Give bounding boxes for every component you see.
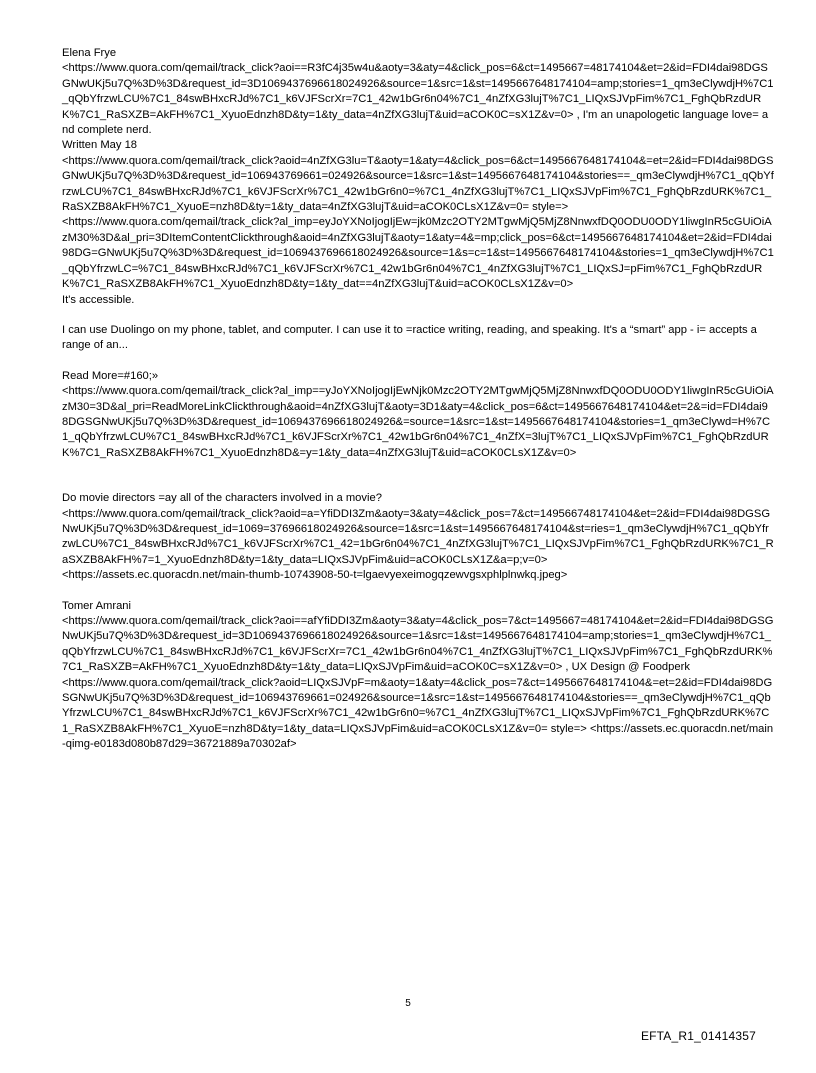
email-document-page — [62, 46, 774, 753]
second-author-tracking-link[interactable]: <https://www.quora.com/qemail/track_click?aoid=LIQxSJVpF=m&aoty=1&aty=4&click_pos=7&ct=1495667648174104&=et=2&id=FDI4dai98DGSGNwUKj5u7Q%3D%3D&request_id=106943769661=024926&source=1&src=1&st=1495667648174104&stories==_qm3eClywdjH%7C1_qQbYfrzwLCU%7C1_84swBHxcRJd%7C1_k6VJFScrXr%7C1_42w1bGr6n0=%7C1_4nZfXG3lujT%7C1_LIQxSJVpFim%7C1_FghQbRzdURK%7C1_RaSXZB8AkFH%7C1_XyuoE=nzh8D&ty=1&ty_data=LIQxSJVpFim&uid=aCOK0CLsX1Z&v=0= style=> <https://assets.ec.quoracdn.net/main-qimg-e0183d080b87d29=36721889a70302af> — [62, 676, 774, 751]
second-author-profile-link-text[interactable]: <https://www.quora.com/qemail/track_click?aoi==afYfiDDI3Zm&aoty=3&aty=4&click_pos=7&ct=1495667=48174104&et=2&id=FDI4dai98DGSGNwUKj5u7Q%3D%3D&request_id=3D1069437696618024926&source=1&src=1&st=1495667648174104=amp;stories=1_qm3eClywdjH%7C1_qQbYfrzwLCU%7C1_84swBHxcRJd%7C1_k6VJFScrXr=7C1_42w1bGr6n04%7C1_4nZfXG3lujT%7C1_LIQxSJVpFim%7C1_FghQbRzdURK%7C1_RaSXZB=AkFH%7C1_XyuoEdnzh8D&ty=1&ty_data=LIQxSJVpFim&uid=aCOK0C=sX1Z&v=0> , UX Design @ Foodperk — [62, 615, 774, 674]
spacer — [62, 308, 774, 323]
read-more-link[interactable]: Read More=#160;» — [62, 369, 159, 382]
answer-tracking-link[interactable]: <https://www.quora.com/qemail/track_click?aoid=4nZfXG3lu=T&aoty=1&aty=4&click_pos=6&ct=1495667648174104&=et=2&id=FDI4dai98DGSGNwUKj5u7Q%3D%3D&request_id=106943769661=024926&source=1&src=1&st=1495667648174104&stories==_qm3eClywdjH%7C1_qQbYfrzwLCU%7C1_84swBHxcRJd%7C1_k6VJFScrXr%7C1_42w1bGr6n0=%7C1_4nZfXG3lujT%7C1_LIQxSJVpFim%7C1_FghQbRzdURK%7C1_RaSXZB8AkFH%7C1_XyuoE=nzh8D&ty=1&ty_data=4nZfXG3lujT&uid=aCOK0CLsX1Z&v=0= style=> — [62, 154, 774, 214]
answer-excerpt: I can use Duolingo on my phone, tablet, and computer. I can use it to =ractice writing, reading, and speaking. It's a “smart” app - i= accepts a range of an... — [62, 323, 757, 352]
spacer — [62, 584, 774, 599]
item-content-link[interactable]: <https://www.quora.com/qemail/track_click?al_imp=eyJoYXNoIjogIjEw=jk0Mzc2OTY2MTgwMjQ5MjZ8NnwxfDQ0ODU0ODY1liwgInR5cGUiOiAzM30%3D&al_pri=3DItemContentClickthrough&aoid=4nZfXG3lujT&aoty=1&aty=4&=mp;click_pos=6&ct=1495667648174104&et=2&id=FDI4dai98DG=GNwUKj5u7Q%3D%3D&request_id=1069437696618024926&source=1&s=c=1&st=1495667648174104&stories=1_qm3eClywdjH%7C1_qQbYfrzwLC=%7C1_84swBHxcRJd%7C1_k6VJFScrXr%7C1_42w1bGr6n04%7C1_4nZfXG3lujT%7C1_LIQxSJ=pFim%7C1_FghQbRzdURK%7C1_RaSXZB8AkFH%7C1_XyuoEdnzh8D&ty=1&ty_dat==4nZfXG3lujT&uid=aCOK0CLsX1Z&v=0> — [62, 216, 774, 291]
spacer — [62, 354, 774, 369]
read-more-tracking-link[interactable]: <https://www.quora.com/qemail/track_click?al_imp==yJoYXNoIjogIjEwNjk0Mzc2OTY2MTgwMjQ5MjZ8NnwxfDQ0ODU0ODY1liwgInR5cGUiOiAzM30=3D&al_pri=ReadMoreLinkClickthrough&aoid=4nZfXG3lujT&aoty=3D1&aty=4&click_pos=6&ct=1495667648174104&et=2&=id=FDI4dai98DGSGNwUKj5u7Q%3D%3D&request_id=1069437696618024926&=source=1&src=1&st=1495667648174104&stories=1_qm3eClywd=H%7C1_qQbYfrzwLCU%7C1_84swBHxcRJd%7C1_k6VJFScrXr%7C1_42w1bGr6n04%7C1_4nZfX=3lujT%7C1_LIQxSJVpFim%7C1_FghQbRzdURK%7C1_RaSXZB8AkFH%7C1_XyuoEdnzh8D&=y=1&ty_data=4nZfXG3lujT&uid=aCOK0CLsX1Z&v=0> — [62, 385, 774, 459]
question-title[interactable]: Do movie directors =ay all of the characters involved in a movie? — [62, 492, 382, 505]
author-name: Elena Frye — [62, 47, 117, 59]
written-date: Written May 18 — [62, 139, 138, 152]
spacer — [62, 461, 774, 491]
author-profile-link-text[interactable]: <https://www.quora.com/qemail/track_click?aoi==R3fC4j35w4u&aoty=3&aty=4&click_pos=6&ct=1495667=48174104&et=2&id=FDI4dai98DGSGNwUKj5u7Q%3D%3D&request_id=3D1069437696618024926&source=1&src=1&st=1495667648174104=amp;stories=1_qm3eClywdjH%7C1_qQbYfrzwLCU%7C1_84swBHxcRJd%7C1_k6VJFScrXr=7C1_42w1bGr6n04%7C1_4nZfXG3lujT%7C1_LIQxSJVpFim%7C1_FghQbRzdURK%7C1_RaSXZB=AkFH%7C1_XyuoEdnzh8D&ty=1&ty_data=4nZfXG3lujT&uid=aCOK0C=sX1Z&v=0> , I'm an unapologetic language love= and complete nerd. — [62, 62, 774, 137]
second-author-name: Tomer Amrani — [62, 599, 132, 612]
document-footer-id: EFTA_R1_01414357 — [640, 1029, 756, 1043]
answer-heading: It's accessible. — [62, 293, 135, 306]
question-tracking-link[interactable]: <https://www.quora.com/qemail/track_click?aoid=a=YfiDDI3Zm&aoty=3&aty=4&click_pos=7&ct=149566748174104&et=2&id=FDI4dai98DGSGNwUKj5u7Q%3D%3D&request_id=1069=37696618024926&source=1&src=1&st=1495667648174104&st=ries=1_qm3eClywdjH%7C1_qQbYfrzwLCU%7C1_84swBHxcRJd%7C1_k6VJFScrXr%7C1_42=1bGr6n04%7C1_4nZfXG3lujT%7C1_LIQxSJVpFim%7C1_FghQbRzdURK%7C1_RaSXZB8AkFH%7=1_XyuoEdnzh8D&ty=1&ty_data=LIQxSJVpFim&uid=aCOK0CLsX1Z&a=p;v=0> — [62, 507, 774, 566]
thumbnail-image-link[interactable]: <https://assets.ec.quoracdn.net/main-thumb-10743908-50-t=lgaevyexeimogqzewvgsxphlplnwkq.jpeg> — [62, 569, 568, 582]
page-number: 5 — [405, 998, 411, 1009]
